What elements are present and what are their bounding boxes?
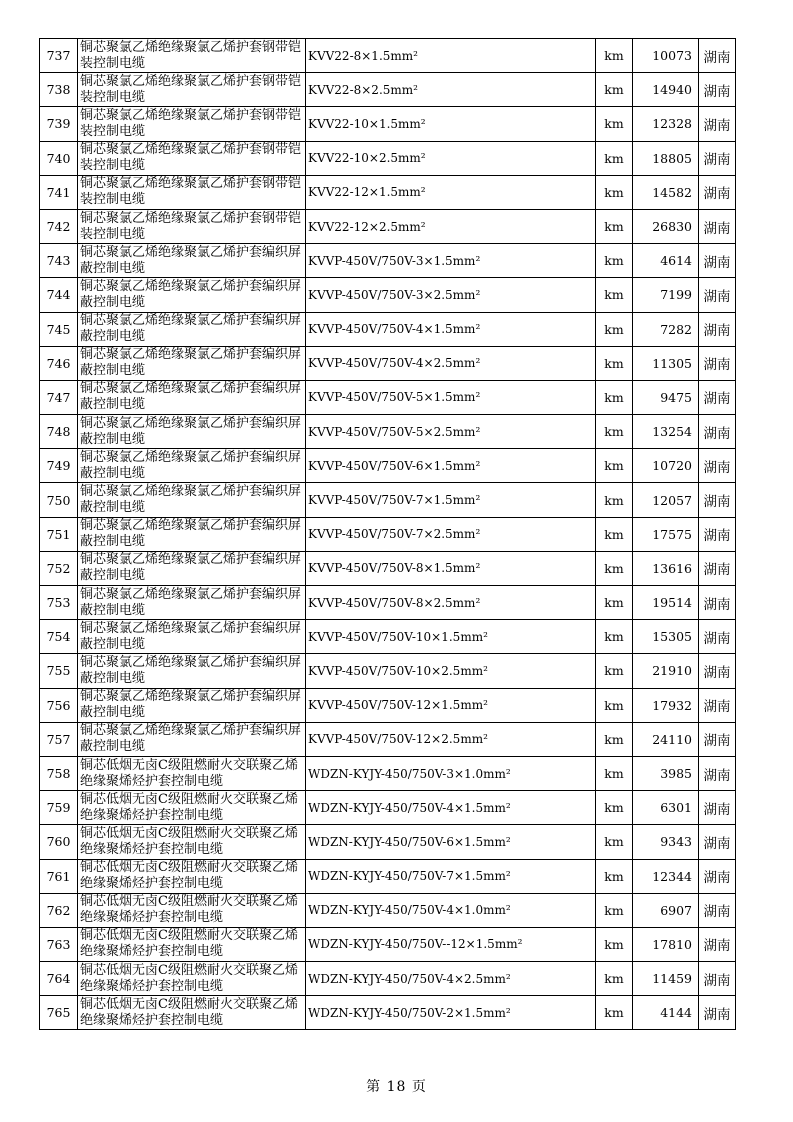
table-row (40, 927, 736, 961)
table-row (40, 756, 736, 790)
cell-region: 湖南 (699, 278, 736, 312)
cell-price: 7199 (633, 278, 699, 312)
cell-region: 湖南 (699, 551, 736, 585)
cell-model-spec: KVVP-450V/750V-7×2.5mm² (306, 517, 596, 551)
cell-unit: km (596, 278, 633, 312)
cell-model-spec: WDZN-KYJY-450/750V-3×1.0mm² (306, 756, 596, 790)
cell-price: 19514 (633, 586, 699, 620)
table-row (40, 551, 736, 585)
table-row (40, 312, 736, 346)
cell-row-index: 754 (40, 620, 78, 654)
cell-row-index: 753 (40, 586, 78, 620)
cell-row-index: 743 (40, 244, 78, 278)
cell-product-name: 铜芯低烟无卤C级阻燃耐火交联聚乙烯绝缘聚烯烃护套控制电缆 (78, 756, 306, 790)
cell-model-spec: KVV22-10×1.5mm² (306, 107, 596, 141)
cell-price: 7282 (633, 312, 699, 346)
cell-unit: km (596, 620, 633, 654)
cell-product-name: 铜芯聚氯乙烯绝缘聚氯乙烯护套编织屏蔽控制电缆 (78, 483, 306, 517)
cell-unit: km (596, 517, 633, 551)
cell-model-spec: WDZN-KYJY-450/750V-6×1.5mm² (306, 825, 596, 859)
cell-product-name: 铜芯聚氯乙烯绝缘聚氯乙烯护套钢带铠装控制电缆 (78, 209, 306, 243)
cell-price: 9343 (633, 825, 699, 859)
cell-unit: km (596, 312, 633, 346)
cell-product-name: 铜芯聚氯乙烯绝缘聚氯乙烯护套编织屏蔽控制电缆 (78, 688, 306, 722)
cell-row-index: 739 (40, 107, 78, 141)
table-row (40, 278, 736, 312)
cell-price: 13254 (633, 415, 699, 449)
cell-row-index: 746 (40, 346, 78, 380)
cell-region: 湖南 (699, 825, 736, 859)
cell-price: 14940 (633, 73, 699, 107)
cell-row-index: 747 (40, 380, 78, 414)
cell-row-index: 738 (40, 73, 78, 107)
cell-region: 湖南 (699, 996, 736, 1030)
cell-price: 10073 (633, 39, 699, 73)
cell-row-index: 755 (40, 654, 78, 688)
cell-region: 湖南 (699, 39, 736, 73)
cell-row-index: 752 (40, 551, 78, 585)
cell-region: 湖南 (699, 244, 736, 278)
cell-row-index: 744 (40, 278, 78, 312)
cell-unit: km (596, 483, 633, 517)
cell-row-index: 757 (40, 722, 78, 756)
cell-region: 湖南 (699, 722, 736, 756)
cell-product-name: 铜芯聚氯乙烯绝缘聚氯乙烯护套编织屏蔽控制电缆 (78, 312, 306, 346)
cell-region: 湖南 (699, 654, 736, 688)
table-row (40, 996, 736, 1030)
table-row (40, 893, 736, 927)
cell-model-spec: KVVP-450V/750V-8×1.5mm² (306, 551, 596, 585)
cell-unit: km (596, 380, 633, 414)
cell-region: 湖南 (699, 893, 736, 927)
cell-row-index: 760 (40, 825, 78, 859)
cell-product-name: 铜芯聚氯乙烯绝缘聚氯乙烯护套钢带铠装控制电缆 (78, 107, 306, 141)
cell-model-spec: KVV22-12×2.5mm² (306, 209, 596, 243)
cell-row-index: 737 (40, 39, 78, 73)
table-row (40, 654, 736, 688)
cell-model-spec: KVV22-12×1.5mm² (306, 175, 596, 209)
price-table (39, 38, 736, 1030)
table-row (40, 620, 736, 654)
table-row (40, 141, 736, 175)
cell-unit: km (596, 688, 633, 722)
cell-model-spec: KVVP-450V/750V-3×1.5mm² (306, 244, 596, 278)
cell-product-name: 铜芯聚氯乙烯绝缘聚氯乙烯护套编织屏蔽控制电缆 (78, 415, 306, 449)
cell-row-index: 741 (40, 175, 78, 209)
cell-region: 湖南 (699, 756, 736, 790)
cell-price: 18805 (633, 141, 699, 175)
cell-product-name: 铜芯低烟无卤C级阻燃耐火交联聚乙烯绝缘聚烯烃护套控制电缆 (78, 825, 306, 859)
cell-model-spec: KVVP-450V/750V-5×2.5mm² (306, 415, 596, 449)
cell-model-spec: KVVP-450V/750V-8×2.5mm² (306, 586, 596, 620)
cell-product-name: 铜芯聚氯乙烯绝缘聚氯乙烯护套编织屏蔽控制电缆 (78, 244, 306, 278)
cell-row-index: 762 (40, 893, 78, 927)
cell-price: 14582 (633, 175, 699, 209)
cell-unit: km (596, 927, 633, 961)
cell-price: 11305 (633, 346, 699, 380)
cell-product-name: 铜芯聚氯乙烯绝缘聚氯乙烯护套编织屏蔽控制电缆 (78, 346, 306, 380)
cell-unit: km (596, 346, 633, 380)
cell-model-spec: KVVP-450V/750V-12×2.5mm² (306, 722, 596, 756)
cell-price: 17575 (633, 517, 699, 551)
table-row (40, 449, 736, 483)
cell-region: 湖南 (699, 415, 736, 449)
cell-unit: km (596, 244, 633, 278)
cell-unit: km (596, 791, 633, 825)
cell-model-spec: WDZN-KYJY-450/750V-4×1.5mm² (306, 791, 596, 825)
cell-row-index: 763 (40, 927, 78, 961)
cell-product-name: 铜芯聚氯乙烯绝缘聚氯乙烯护套编织屏蔽控制电缆 (78, 449, 306, 483)
cell-region: 湖南 (699, 483, 736, 517)
table-row (40, 346, 736, 380)
cell-unit: km (596, 859, 633, 893)
page-number: 第 18 页 (366, 1079, 427, 1095)
cell-model-spec: KVV22-8×1.5mm² (306, 39, 596, 73)
table-row (40, 517, 736, 551)
cell-product-name: 铜芯聚氯乙烯绝缘聚氯乙烯护套钢带铠装控制电缆 (78, 73, 306, 107)
cell-model-spec: WDZN-KYJY-450/750V-2×1.5mm² (306, 996, 596, 1030)
cell-price: 6301 (633, 791, 699, 825)
table-row (40, 859, 736, 893)
cell-region: 湖南 (699, 380, 736, 414)
table-row (40, 39, 736, 73)
table-row (40, 722, 736, 756)
table-row (40, 688, 736, 722)
cell-product-name: 铜芯聚氯乙烯绝缘聚氯乙烯护套编织屏蔽控制电缆 (78, 278, 306, 312)
cell-row-index: 756 (40, 688, 78, 722)
table-body (40, 39, 736, 1030)
cell-model-spec: WDZN-KYJY-450/750V-7×1.5mm² (306, 859, 596, 893)
table-row (40, 415, 736, 449)
cell-price: 10720 (633, 449, 699, 483)
cell-region: 湖南 (699, 791, 736, 825)
cell-price: 4614 (633, 244, 699, 278)
cell-product-name: 铜芯低烟无卤C级阻燃耐火交联聚乙烯绝缘聚烯烃护套控制电缆 (78, 893, 306, 927)
cell-model-spec: KVV22-8×2.5mm² (306, 73, 596, 107)
cell-unit: km (596, 756, 633, 790)
cell-model-spec: KVV22-10×2.5mm² (306, 141, 596, 175)
cell-unit: km (596, 175, 633, 209)
cell-region: 湖南 (699, 73, 736, 107)
cell-model-spec: KVVP-450V/750V-3×2.5mm² (306, 278, 596, 312)
cell-price: 13616 (633, 551, 699, 585)
cell-region: 湖南 (699, 688, 736, 722)
cell-row-index: 761 (40, 859, 78, 893)
cell-product-name: 铜芯低烟无卤C级阻燃耐火交联聚乙烯绝缘聚烯烃护套控制电缆 (78, 791, 306, 825)
cell-region: 湖南 (699, 141, 736, 175)
cell-unit: km (596, 209, 633, 243)
cell-row-index: 758 (40, 756, 78, 790)
cell-unit: km (596, 654, 633, 688)
cell-row-index: 764 (40, 962, 78, 996)
cell-model-spec: WDZN-KYJY-450/750V-4×1.0mm² (306, 893, 596, 927)
cell-model-spec: KVVP-450V/750V-4×2.5mm² (306, 346, 596, 380)
cell-product-name: 铜芯低烟无卤C级阻燃耐火交联聚乙烯绝缘聚烯烃护套控制电缆 (78, 996, 306, 1030)
cell-product-name: 铜芯聚氯乙烯绝缘聚氯乙烯护套编织屏蔽控制电缆 (78, 551, 306, 585)
table-row (40, 825, 736, 859)
cell-product-name: 铜芯聚氯乙烯绝缘聚氯乙烯护套钢带铠装控制电缆 (78, 141, 306, 175)
cell-price: 3985 (633, 756, 699, 790)
cell-product-name: 铜芯聚氯乙烯绝缘聚氯乙烯护套编织屏蔽控制电缆 (78, 586, 306, 620)
table-row (40, 73, 736, 107)
table-row (40, 175, 736, 209)
cell-unit: km (596, 73, 633, 107)
cell-region: 湖南 (699, 859, 736, 893)
cell-unit: km (596, 415, 633, 449)
cell-price: 24110 (633, 722, 699, 756)
cell-unit: km (596, 551, 633, 585)
cell-unit: km (596, 962, 633, 996)
cell-price: 11459 (633, 962, 699, 996)
cell-unit: km (596, 449, 633, 483)
cell-model-spec: KVVP-450V/750V-6×1.5mm² (306, 449, 596, 483)
cell-row-index: 750 (40, 483, 78, 517)
cell-unit: km (596, 825, 633, 859)
cell-model-spec: WDZN-KYJY-450/750V--12×1.5mm² (306, 927, 596, 961)
cell-product-name: 铜芯聚氯乙烯绝缘聚氯乙烯护套编织屏蔽控制电缆 (78, 620, 306, 654)
cell-region: 湖南 (699, 107, 736, 141)
cell-model-spec: KVVP-450V/750V-12×1.5mm² (306, 688, 596, 722)
cell-row-index: 748 (40, 415, 78, 449)
cell-price: 15305 (633, 620, 699, 654)
cell-model-spec: KVVP-450V/750V-10×1.5mm² (306, 620, 596, 654)
cell-unit: km (596, 141, 633, 175)
cell-unit: km (596, 722, 633, 756)
cell-region: 湖南 (699, 209, 736, 243)
cell-price: 26830 (633, 209, 699, 243)
cell-product-name: 铜芯低烟无卤C级阻燃耐火交联聚乙烯绝缘聚烯烃护套控制电缆 (78, 962, 306, 996)
cell-price: 21910 (633, 654, 699, 688)
cell-region: 湖南 (699, 517, 736, 551)
cell-region: 湖南 (699, 586, 736, 620)
table-row (40, 791, 736, 825)
cell-product-name: 铜芯聚氯乙烯绝缘聚氯乙烯护套编织屏蔽控制电缆 (78, 517, 306, 551)
cell-row-index: 745 (40, 312, 78, 346)
cell-model-spec: KVVP-450V/750V-10×2.5mm² (306, 654, 596, 688)
cell-row-index: 742 (40, 209, 78, 243)
cell-product-name: 铜芯低烟无卤C级阻燃耐火交联聚乙烯绝缘聚烯烃护套控制电缆 (78, 927, 306, 961)
cell-product-name: 铜芯聚氯乙烯绝缘聚氯乙烯护套编织屏蔽控制电缆 (78, 380, 306, 414)
cell-product-name: 铜芯低烟无卤C级阻燃耐火交联聚乙烯绝缘聚烯烃护套控制电缆 (78, 859, 306, 893)
table-row (40, 962, 736, 996)
cell-unit: km (596, 39, 633, 73)
cell-product-name: 铜芯聚氯乙烯绝缘聚氯乙烯护套钢带铠装控制电缆 (78, 175, 306, 209)
table-row (40, 209, 736, 243)
cell-unit: km (596, 107, 633, 141)
cell-price: 9475 (633, 380, 699, 414)
cell-product-name: 铜芯聚氯乙烯绝缘聚氯乙烯护套钢带铠装控制电缆 (78, 39, 306, 73)
cell-price: 12057 (633, 483, 699, 517)
cell-region: 湖南 (699, 927, 736, 961)
cell-model-spec: KVVP-450V/750V-5×1.5mm² (306, 380, 596, 414)
table-row (40, 107, 736, 141)
table-row (40, 380, 736, 414)
cell-model-spec: KVVP-450V/750V-4×1.5mm² (306, 312, 596, 346)
table-row (40, 586, 736, 620)
cell-row-index: 759 (40, 791, 78, 825)
cell-product-name: 铜芯聚氯乙烯绝缘聚氯乙烯护套编织屏蔽控制电缆 (78, 654, 306, 688)
cell-region: 湖南 (699, 449, 736, 483)
cell-row-index: 751 (40, 517, 78, 551)
cell-price: 12344 (633, 859, 699, 893)
cell-row-index: 765 (40, 996, 78, 1030)
cell-row-index: 740 (40, 141, 78, 175)
cell-model-spec: KVVP-450V/750V-7×1.5mm² (306, 483, 596, 517)
cell-row-index: 749 (40, 449, 78, 483)
cell-price: 17932 (633, 688, 699, 722)
cell-product-name: 铜芯聚氯乙烯绝缘聚氯乙烯护套编织屏蔽控制电缆 (78, 722, 306, 756)
cell-unit: km (596, 996, 633, 1030)
cell-region: 湖南 (699, 620, 736, 654)
cell-region: 湖南 (699, 346, 736, 380)
cell-price: 6907 (633, 893, 699, 927)
cell-price: 12328 (633, 107, 699, 141)
cell-price: 17810 (633, 927, 699, 961)
cell-region: 湖南 (699, 312, 736, 346)
cell-unit: km (596, 586, 633, 620)
table-row (40, 244, 736, 278)
cell-region: 湖南 (699, 175, 736, 209)
cell-unit: km (596, 893, 633, 927)
cell-model-spec: WDZN-KYJY-450/750V-4×2.5mm² (306, 962, 596, 996)
table-row (40, 483, 736, 517)
cell-price: 4144 (633, 996, 699, 1030)
cell-region: 湖南 (699, 962, 736, 996)
